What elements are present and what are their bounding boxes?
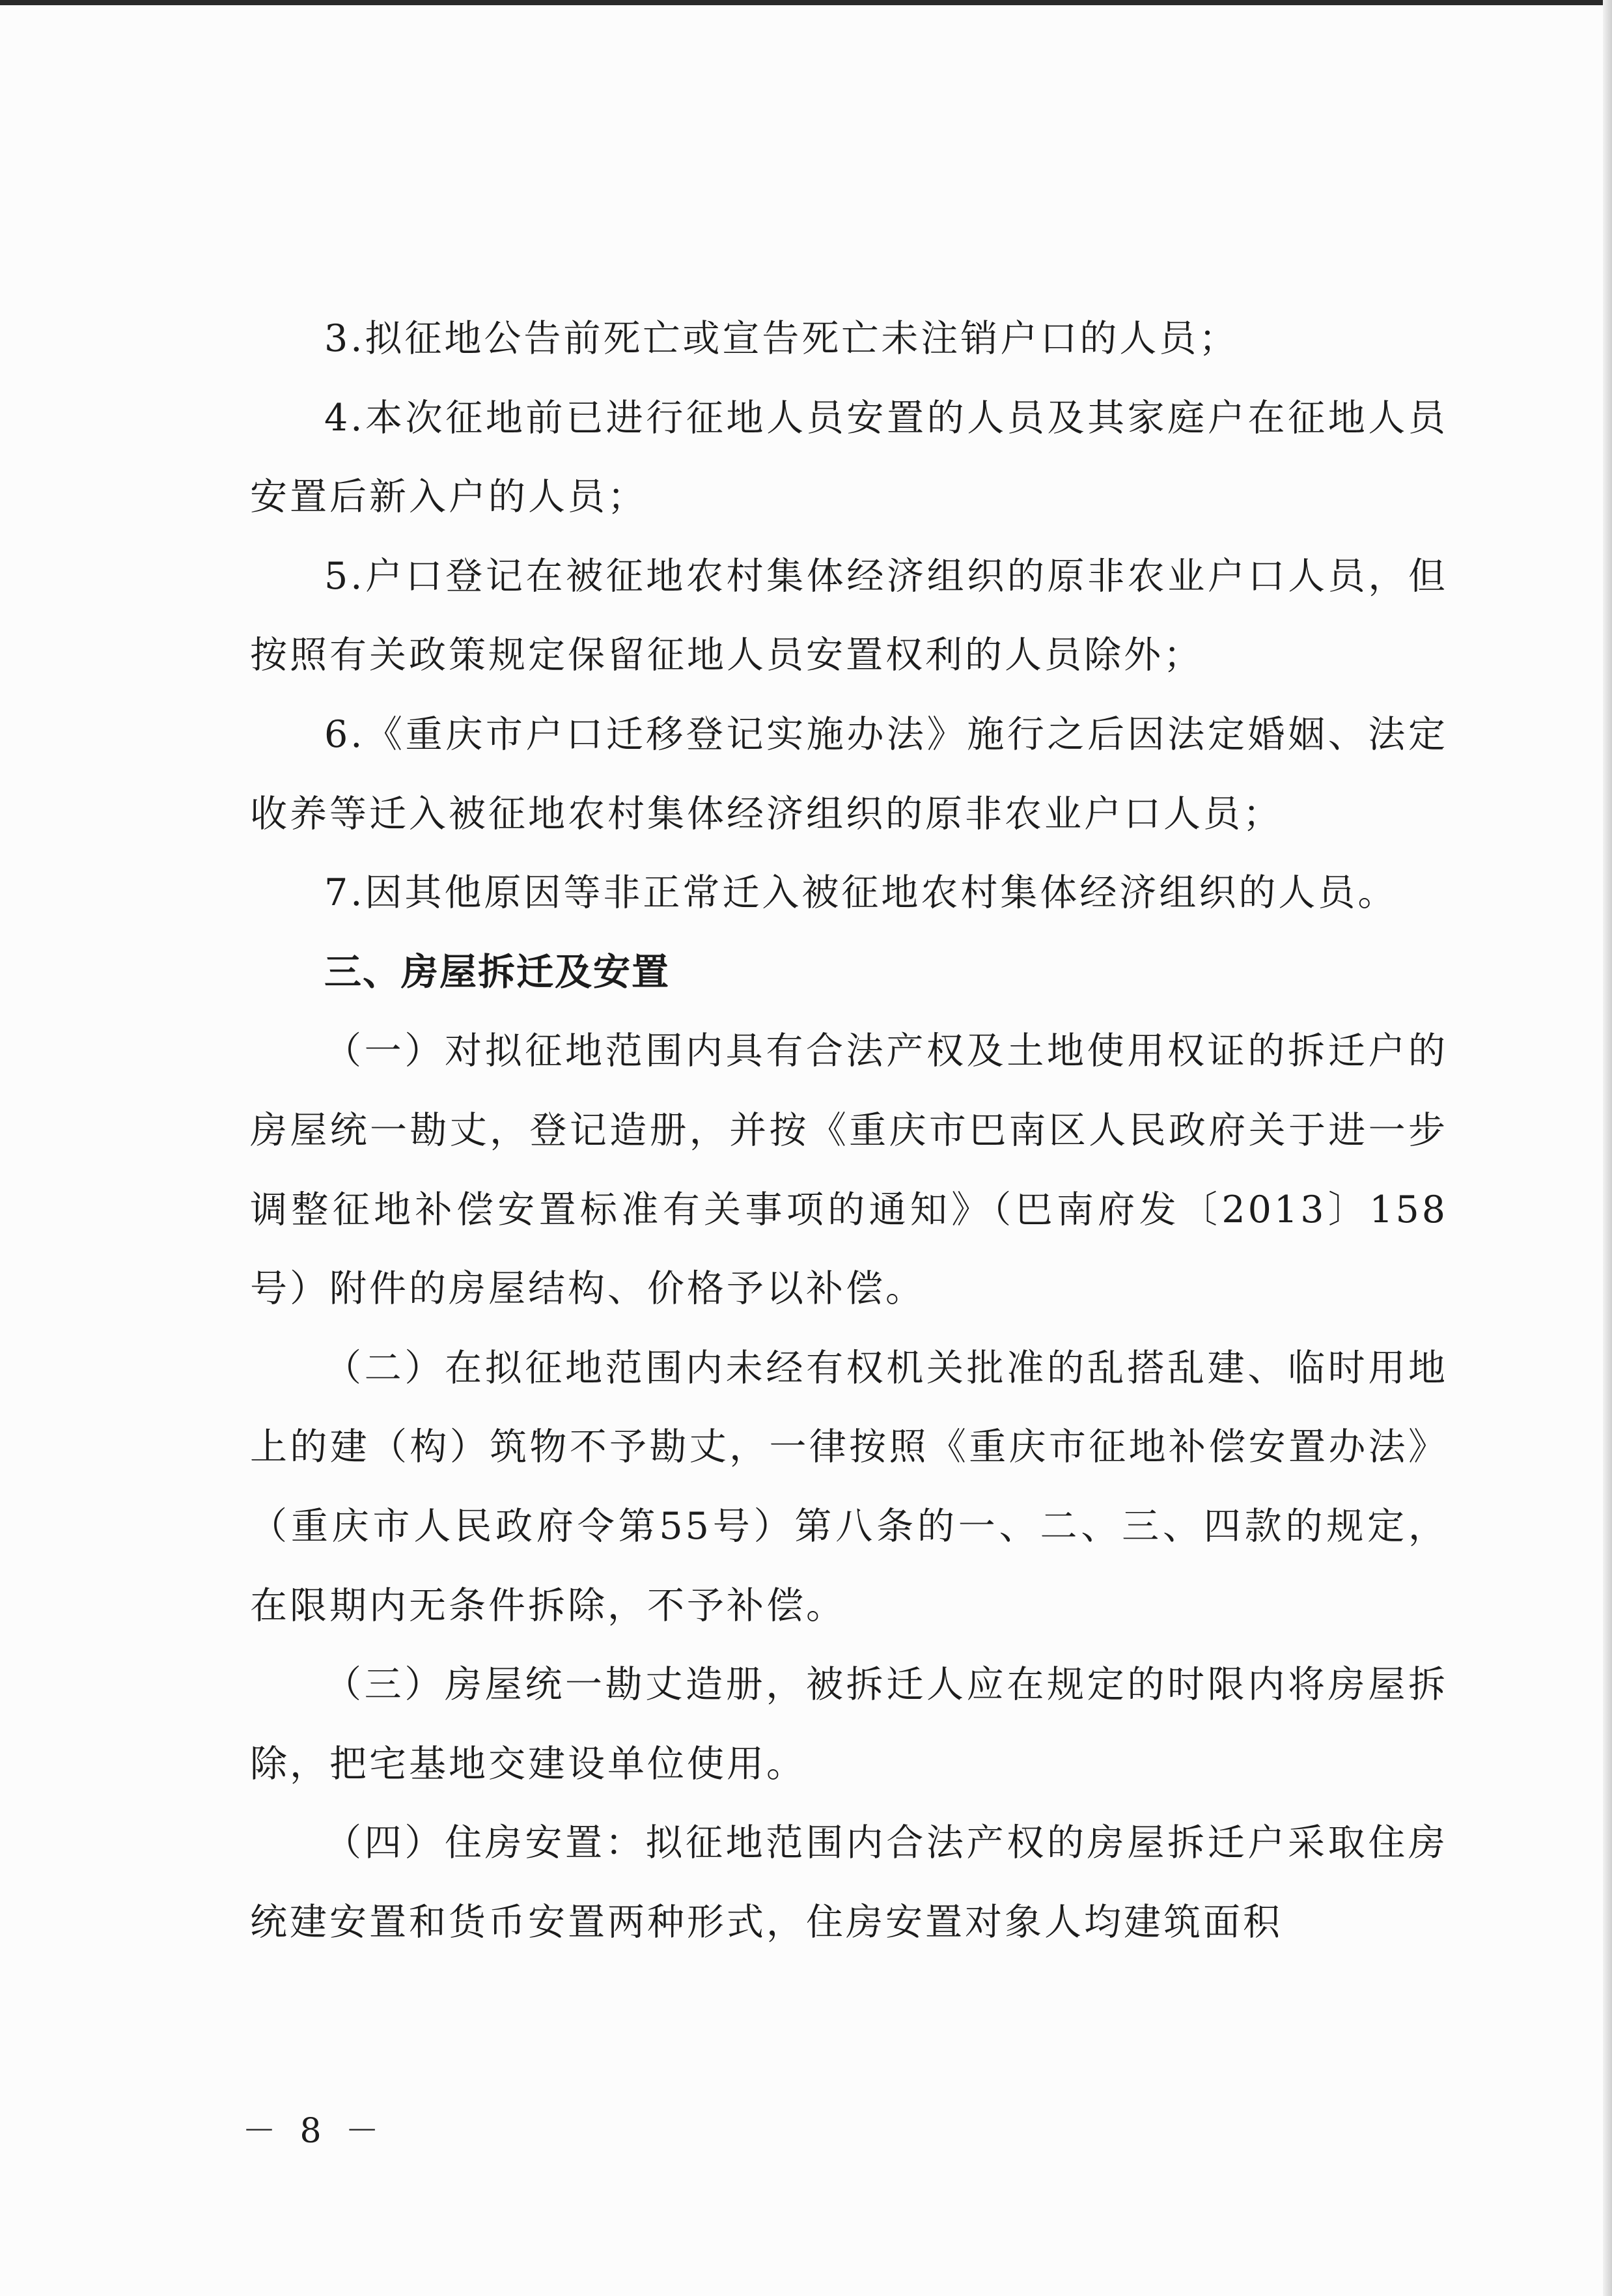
section-heading: 三、房屋拆迁及安置 [324, 950, 670, 994]
paragraph-item-5: 5.户口登记在被征地农村集体经济组织的原非农业户口人员，但按照有关政策规定保留征地人员安置权利的人员除外； [250, 554, 1448, 677]
paragraph-sub-3: （三）房屋统一勘丈造册，被拆迁人应在规定的时限内将房屋拆除，把宅基地交建设单位使用。 [250, 1663, 1448, 1785]
scan-edge-top [0, 0, 1612, 5]
paragraph-item-6: 6.《重庆市户口迁移登记实施办法》施行之后因法定婚姻、法定收养等迁入被征地农村集体经济组织的原非农业户口人员； [250, 712, 1448, 835]
paragraph-sub-2: （二）在拟征地范围内未经有权机关批准的乱搭乱建、临时用地上的建（构）筑物不予勘丈，一律按照《重庆市征地补偿安置办法》（重庆市人民政府令第55号）第八条的一、二、三、四款的规定，在限期内无条件拆除，不予补偿。 [250, 1346, 1448, 1627]
paragraph-item-7: 7.因其他原因等非正常迁入被征地农村集体经济组织的人员。 [324, 871, 1398, 915]
paragraph-sub-4: （四）住房安置：拟征地范围内合法产权的房屋拆迁户采取住房统建安置和货币安置两种形式，住房安置对象人均建筑面积 [250, 1821, 1448, 1944]
paragraph-item-3: 3.拟征地公告前死亡或宣告死亡未注销户口的人员； [324, 317, 1239, 360]
scan-edge-right [1603, 0, 1612, 2296]
page-number: － 8 － [242, 2112, 386, 2151]
paragraph-sub-1: （一）对拟征地范围内具有合法产权及土地使用权证的拆迁户的房屋统一勘丈，登记造册，并按《重庆市巴南区人民政府关于进一步调整征地补偿安置标准有关事项的通知》（巴南府发〔2013〕158号）附件的房屋结构、价格予以补偿。 [250, 1029, 1448, 1311]
body-text [250, 300, 1448, 1962]
paragraph-item-4: 4.本次征地前已进行征地人员安置的人员及其家庭户在征地人员安置后新入户的人员； [250, 396, 1448, 519]
